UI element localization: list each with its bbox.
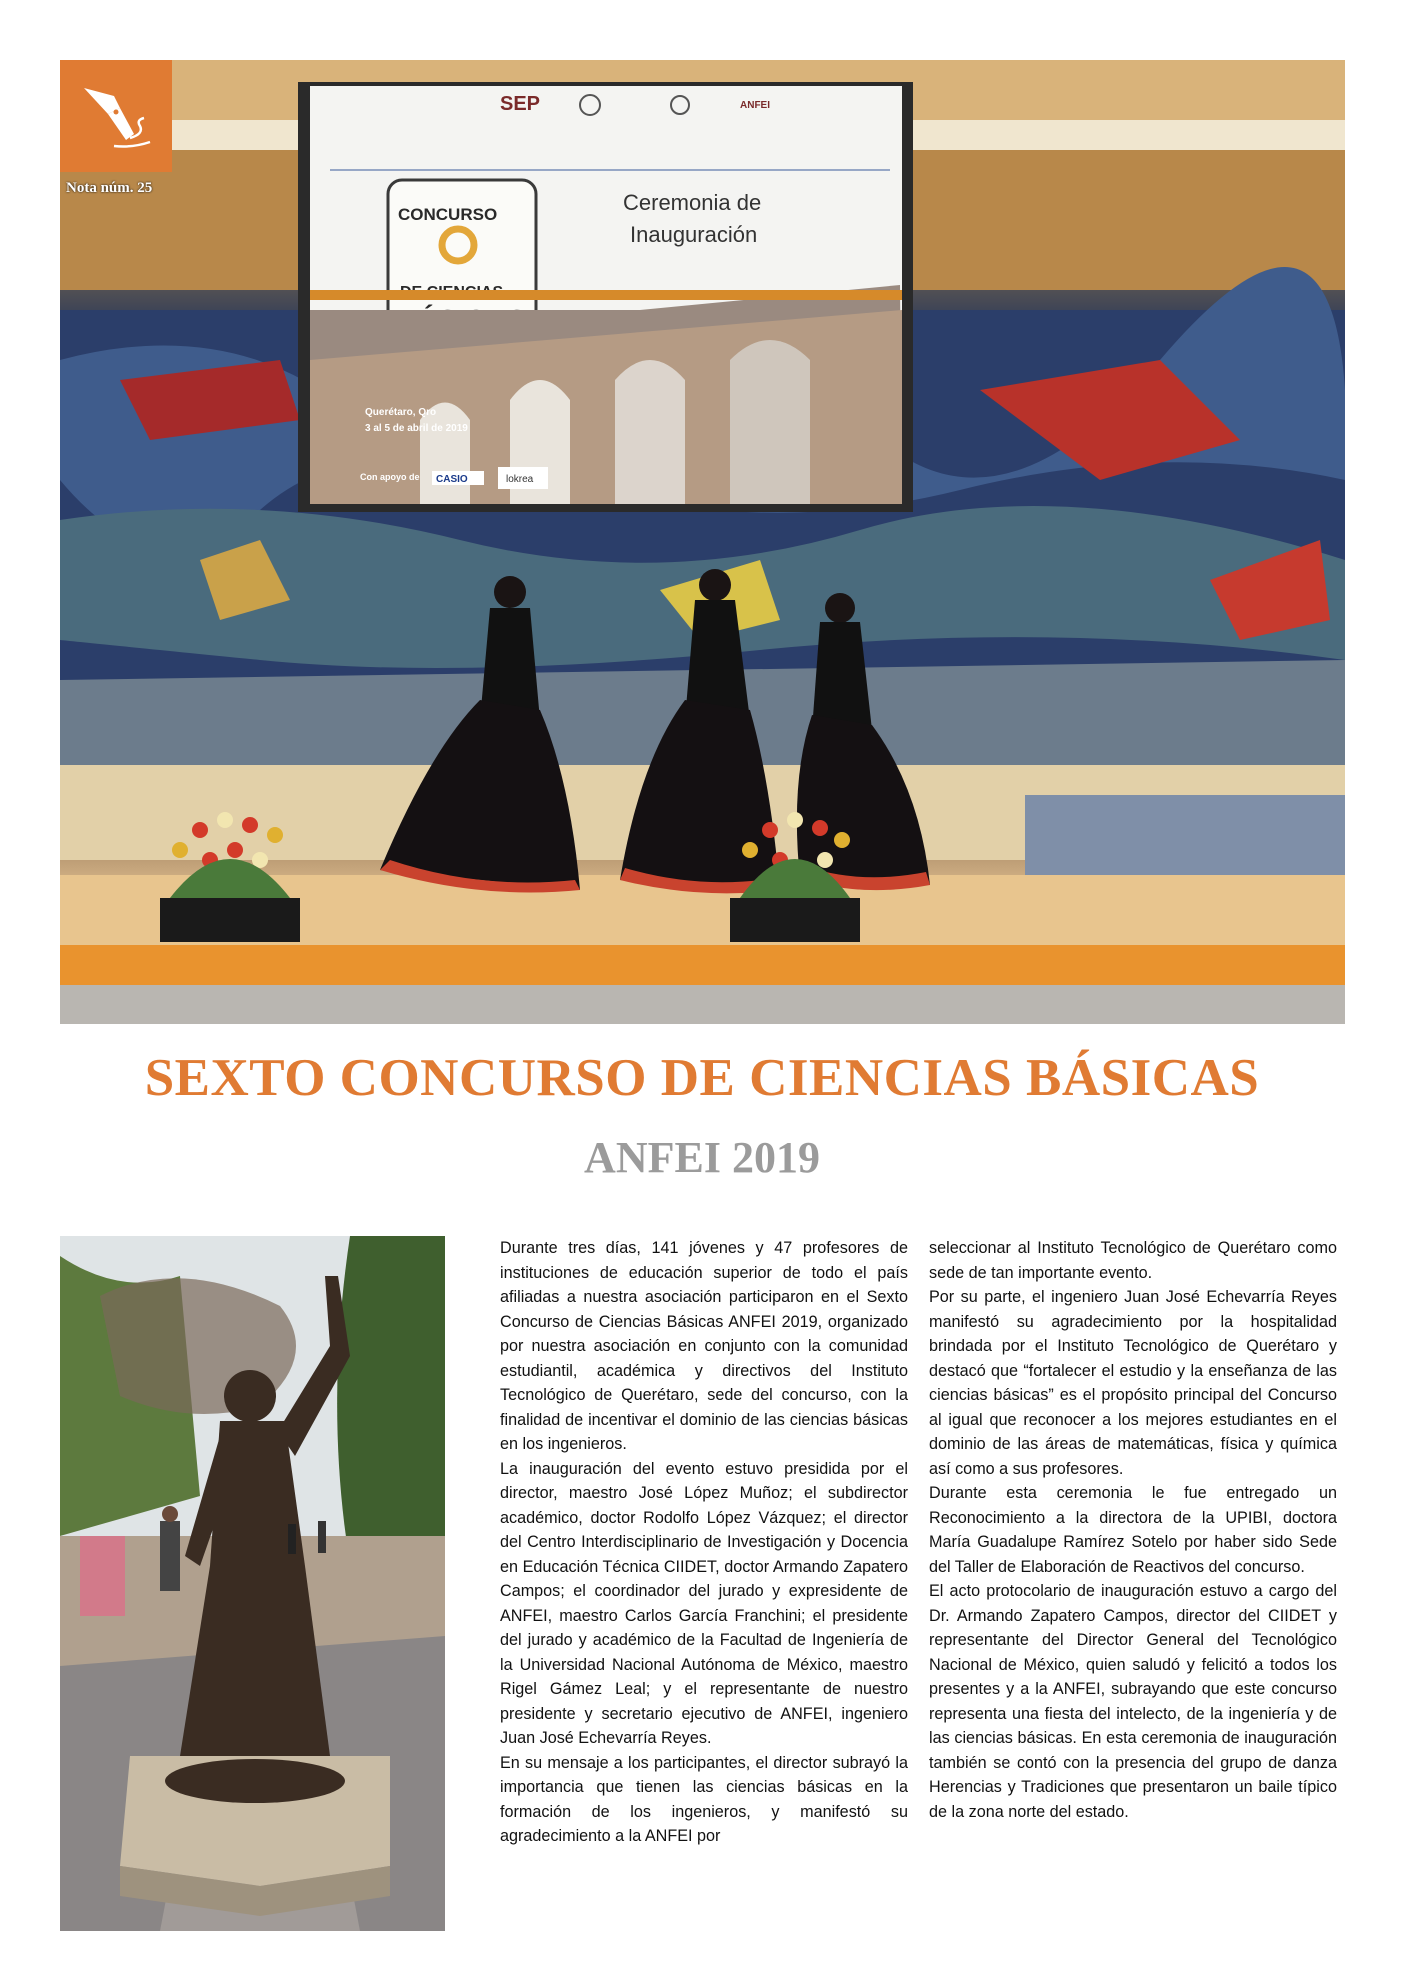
hero-photo bbox=[60, 60, 1345, 1024]
paragraph: Durante esta ceremonia le fue entregado un Reconocimiento a la directora de la UPIBI, doctora María Guadalupe Ramírez Sotelo por haber sido Sede del Taller de Elaboración de Reactivos del concurso. bbox=[929, 1484, 1337, 1576]
article-subtitle: ANFEI 2019 bbox=[584, 1133, 820, 1182]
note-number: Nota núm. 25 bbox=[66, 180, 153, 196]
paragraph: seleccionar al Instituto Tecnológico de Querétaro como sede de tan importante evento. bbox=[929, 1239, 1337, 1282]
casio-logo: CASIO bbox=[436, 474, 468, 485]
paragraph: La inauguración del evento estuvo presidida por el director, maestro José López Muñoz; el subdirector académico, doctor Rodolfo López Vázquez; el director del Centro Interdisciplinario de Investigación y Docencia en Educación Técnica CIIDET, doctor Armando Zapatero Campos; el coordinador del jurado y expresidente de ANFEI, maestro Carlos García Franchini; el presidente del jurado y académico de la Facultad de Ingeniería de la Universidad Nacional Autónoma de México, maestro Rigel Gámez Leal; y el representante de nuestro presidente y secretario ejecutivo de ANFEI, ingeniero Juan José Echevarría Reyes. bbox=[500, 1459, 908, 1747]
statue-photo bbox=[60, 1236, 445, 1931]
svg-text:CONCURSO: CONCURSO bbox=[398, 205, 498, 224]
svg-text:Querétaro, Qro: Querétaro, Qro bbox=[365, 407, 437, 418]
svg-text:Con apoyo de: Con apoyo de bbox=[360, 472, 420, 482]
stage-scene bbox=[60, 60, 1345, 1024]
svg-text:Ceremonia de: Ceremonia de bbox=[623, 190, 762, 215]
stage-edge bbox=[60, 945, 1345, 985]
paragraph: En su mensaje a los participantes, el director subrayó la importancia que tienen las ciencias básicas en la formación de los ingenieros, y manifestó su agradecimiento a la ANFEI por bbox=[500, 1753, 908, 1845]
paragraph: Durante tres días, 141 jóvenes y 47 profesores de instituciones de educación superior de todo el país afiliadas a nuestra asociación participaron en el Sexto Concurso de Ciencias Básicas ANFEI 2019, organizado por nuestra asociación en conjunto con la comunidad estudiantil, académica y directivos del Instituto Tecnológico de Querétaro, sede del concurso, con la finalidad de incentivar el dominio de las ciencias básicas en los ingenieros. bbox=[500, 1239, 908, 1453]
sep-logo: SEP bbox=[500, 93, 541, 115]
paragraph: El acto protocolario de inauguración estuvo a cargo del Dr. Armando Zapatero Campos, director del CIIDET y representante del Director General del Tecnológico Nacional de México, quien saludó y felicitó a todos los presentes y a la ANFEI, subrayando que este concurso representa una fiesta del intelecto, de la ingeniería y de las ciencias básicas. En esta ceremonia de inauguración también se contó con la presencia del grupo de danza Herencias y Tradiciones que presentaron un baile típico de la zona norte del estado. bbox=[929, 1582, 1337, 1821]
statue-scene bbox=[60, 1236, 445, 1931]
article-column-1 bbox=[500, 1236, 908, 1849]
article-column-2 bbox=[929, 1236, 1337, 1824]
svg-text:Inauguración: Inauguración bbox=[630, 222, 758, 247]
svg-text:3 al 5 de abril de 2019: 3 al 5 de abril de 2019 bbox=[365, 423, 468, 434]
lokrea-logo: lokrea bbox=[506, 474, 534, 485]
note-badge bbox=[60, 60, 172, 172]
pen-nib-icon bbox=[74, 74, 158, 158]
paragraph: Por su parte, el ingeniero Juan José Echevarría Reyes manifestó su agradecimiento por la hospitalidad brindada por el Instituto Tecnológico de Querétaro y destacó que “fortalecer el estudio y la enseñanza de las ciencias básicas” es el propósito principal del Concurso al igual que reconocer a los mejores estudiantes en el dominio de las áreas de matemáticas, física y química así como a sus profesores. bbox=[929, 1288, 1337, 1478]
anfei-logo: ANFEI bbox=[740, 100, 770, 111]
article-title: SEXTO CONCURSO DE CIENCIAS BÁSICAS bbox=[144, 1049, 1260, 1107]
